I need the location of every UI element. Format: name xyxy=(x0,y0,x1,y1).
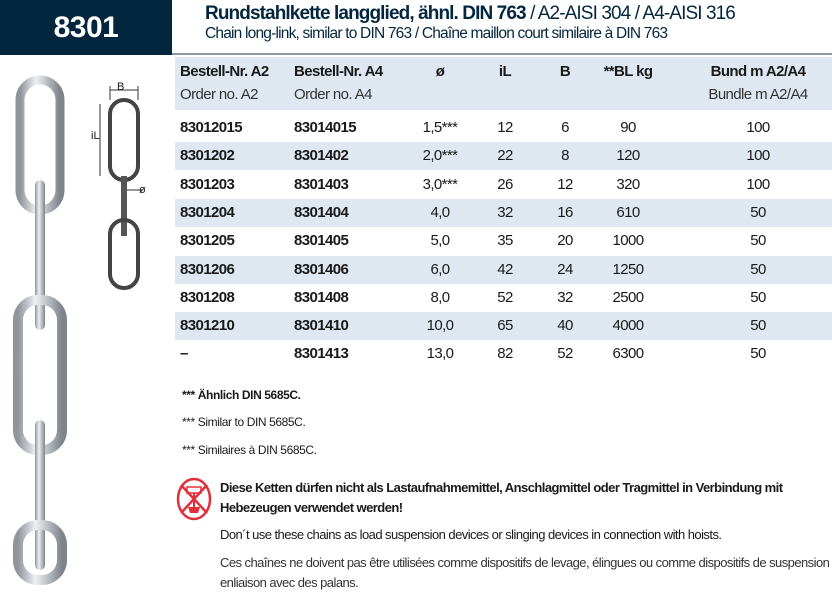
table-cell: 4,0 xyxy=(430,203,450,221)
table-row xyxy=(175,340,832,368)
table-cell: 610 xyxy=(616,203,640,221)
table-cell: 8301205 xyxy=(180,232,235,250)
column-header-de: Bestell-Nr. A2 xyxy=(180,63,269,80)
column-header-en: Order no. A2 xyxy=(180,86,258,103)
table-cell: 32 xyxy=(497,203,513,221)
table-cell: 50 xyxy=(750,317,766,335)
table-cell: 50 xyxy=(750,203,766,221)
table-cell: 8301410 xyxy=(294,317,349,335)
table-cell: 82 xyxy=(497,345,513,363)
table-row xyxy=(175,312,832,340)
table-cell: 50 xyxy=(750,288,766,306)
table-cell: 35 xyxy=(497,232,513,250)
table-cell: 52 xyxy=(497,288,513,306)
column-header-de: B xyxy=(559,63,571,80)
column-header-de: ø xyxy=(435,63,445,80)
table-cell: 1250 xyxy=(612,260,644,278)
table-cell: 100 xyxy=(746,147,770,165)
table-cell: 8301203 xyxy=(180,175,235,193)
title-material: / A2-AISI 304 / A4-AISI 316 xyxy=(530,3,735,24)
table-cell: 8301404 xyxy=(294,203,349,221)
table-cell: 13,0 xyxy=(426,345,454,363)
table-cell: 8,0 xyxy=(430,288,450,306)
table-cell: 3,0*** xyxy=(422,175,458,193)
table-cell: 8 xyxy=(561,147,569,165)
column-header-en: Order no. A4 xyxy=(294,86,372,103)
table-cell: 40 xyxy=(557,317,573,335)
table-cell: 50 xyxy=(750,260,766,278)
table-cell: 8301202 xyxy=(180,147,235,165)
page-subtitle: Chain long-link, similar to DIN 763 / Chaîne maillon court similaire à DIN 763 xyxy=(205,25,668,42)
table-cell: 100 xyxy=(746,119,770,136)
table-cell: 10,0 xyxy=(426,317,454,335)
page-title xyxy=(205,3,735,25)
table-cell: 50 xyxy=(750,232,766,250)
table-row xyxy=(175,114,832,142)
table-cell: 22 xyxy=(497,147,513,165)
table-cell: 4000 xyxy=(612,317,644,335)
chain-photo xyxy=(0,60,80,585)
table-cell: 8301206 xyxy=(180,260,235,278)
warning-en: Don´t use these chains as load suspension devices or slinging devices in connection with hoists. xyxy=(220,527,722,542)
table-cell: 5,0 xyxy=(430,232,450,250)
dimension-diagram xyxy=(88,80,158,300)
table-cell: 24 xyxy=(557,260,573,278)
table-cell: 120 xyxy=(616,147,640,165)
table-cell: 8301208 xyxy=(180,288,235,306)
table-row xyxy=(175,227,832,255)
table-cell: 90 xyxy=(620,119,636,136)
table-cell: 320 xyxy=(616,175,640,193)
header-rule xyxy=(172,53,832,55)
table-cell: 8301408 xyxy=(294,288,349,306)
table-cell: 83012015 xyxy=(180,119,242,136)
table-cell: 6300 xyxy=(612,345,644,363)
column-header-de: Bestell-Nr. A4 xyxy=(294,63,383,80)
warning-fr-line1: Ces chaînes ne doivent pas être utilisées comme dispositifs de levage, élingues ou comme dispositifs de suspension xyxy=(220,555,830,570)
table-row xyxy=(175,171,832,199)
table-cell: 50 xyxy=(750,345,766,363)
table-cell: 12 xyxy=(497,119,513,136)
warning-de-line2: Hebezeugen verwendet werden! xyxy=(220,500,403,515)
title-de: Rundstahlkette langglied, ähnl. DIN 763 xyxy=(205,3,526,24)
table-cell: 26 xyxy=(497,175,513,193)
diagram-label-d: ø xyxy=(139,184,146,196)
table-cell: 1,5*** xyxy=(422,119,458,136)
warning-de-line1: Diese Ketten dürfen nicht als Lastaufnahmemittel, Anschlagmittel oder Tragmittel in Verbindung mit xyxy=(220,480,783,495)
table-cell: 8301405 xyxy=(294,232,349,250)
table-row xyxy=(175,142,832,170)
table-cell: 8301406 xyxy=(294,260,349,278)
column-header-de: **BL kg xyxy=(603,63,653,80)
table-cell: 65 xyxy=(497,317,513,335)
table-cell: 42 xyxy=(497,260,513,278)
product-code: 8301 xyxy=(0,0,172,55)
column-header-en: Bundle m A2/A4 xyxy=(708,86,808,103)
diagram-label-b: B xyxy=(117,81,125,93)
table-cell: 8301210 xyxy=(180,317,235,335)
table-cell: 6,0 xyxy=(430,260,450,278)
table-cell: 83014015 xyxy=(294,119,356,136)
table-cell: 20 xyxy=(557,232,573,250)
table-cell: 2500 xyxy=(612,288,644,306)
table-cell: 32 xyxy=(557,288,573,306)
no-lifting-icon xyxy=(176,477,212,521)
table-cell: 8301403 xyxy=(294,175,349,193)
diagram-label-il: iL xyxy=(91,130,100,142)
footnote-fr: *** Similaires à DIN 5685C. xyxy=(182,443,317,457)
column-header-de: Bund m A2/A4 xyxy=(710,63,806,80)
table-cell: 1000 xyxy=(612,232,644,250)
table-cell: 12 xyxy=(557,175,573,193)
table-row xyxy=(175,199,832,227)
table-cell: 8301413 xyxy=(294,345,349,363)
table-cell: 8301402 xyxy=(294,147,349,165)
table-cell: 6 xyxy=(561,119,569,136)
table-cell: 2,0*** xyxy=(422,147,458,165)
table-cell: 52 xyxy=(557,345,573,363)
warning-fr-line2: enliaison avec des palans. xyxy=(220,575,359,590)
footnote-en: *** Similar to DIN 5685C. xyxy=(182,415,306,429)
table-cell: 100 xyxy=(746,175,770,193)
table-row xyxy=(175,284,832,312)
table-row xyxy=(175,256,832,284)
table-cell: 16 xyxy=(557,203,573,221)
footnote-de: *** Ähnlich DIN 5685C. xyxy=(182,388,301,402)
table-cell: 8301204 xyxy=(180,203,235,221)
column-header-de: iL xyxy=(498,63,512,80)
table-cell: – xyxy=(180,345,188,363)
